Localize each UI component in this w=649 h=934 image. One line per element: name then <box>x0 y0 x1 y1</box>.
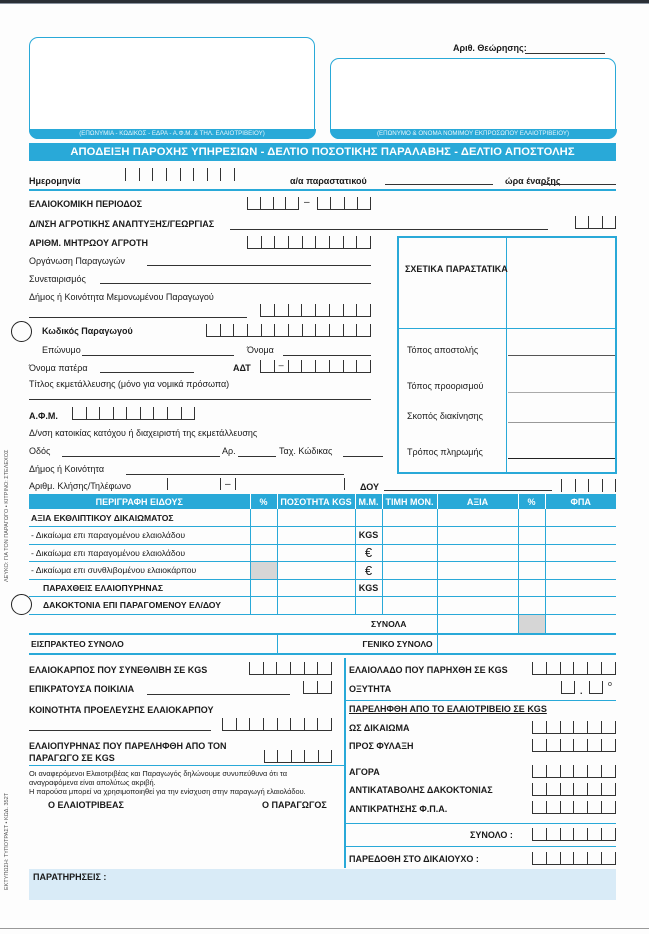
municipality-individual-field[interactable] <box>29 317 247 318</box>
row-description: - Δικαίωμα επι παραγομένου ελαιολάδου <box>29 527 250 545</box>
printer-side-note: ΕΚΤΥΠΩΣΗ: ΤΥΠΟΤΡΑΣΤ • ΚΩΔ. 352Τ <box>4 792 10 890</box>
period-end-field[interactable] <box>317 197 371 210</box>
payment-field[interactable] <box>508 458 615 459</box>
table-row <box>29 544 616 562</box>
row-description: - Δικαίωμα επι παραγομένου ελαιολάδου <box>29 544 250 562</box>
row-unit <box>355 597 382 615</box>
producer-code-label: Κωδικός Παραγωγού <box>42 326 133 336</box>
pomace-field[interactable] <box>264 750 332 763</box>
total-vat-cell[interactable] <box>545 614 616 634</box>
items-table <box>29 494 616 655</box>
row-description: ΔΑΚΟΚΤΟΝΙΑ ΕΠΙ ΠΑΡΑΓΟΜΕΝΟΥ ΕΛ/ΔΟΥ <box>29 597 250 615</box>
col-unit: Μ.Μ. <box>355 494 382 509</box>
row-description: - Δικαίωμα επι συνθλιβομένου ελαιοκάρπου <box>29 562 250 580</box>
col-unit-price: ΤΙΜΗ ΜΟΝ. <box>382 494 437 509</box>
vat-withholding-label: ΑΝΤΙΚΡΑΤΗΣΗΣ Φ.Π.Α. <box>349 804 448 814</box>
variety-label: ΕΠΙΚΡΑΤΟΥΣΑ ΠΟΙΚΙΛΙΑ <box>29 684 135 694</box>
id-card-field[interactable]: – <box>260 360 371 373</box>
cell[interactable] <box>382 527 437 545</box>
date-field[interactable] <box>125 168 235 181</box>
phone-area-code-field[interactable] <box>167 478 221 490</box>
street-label: Οδός <box>29 446 51 456</box>
for-storage-field[interactable] <box>532 739 616 752</box>
olives-crushed-label: ΕΛΑΙΟΚΑΡΠΟΣ ΠΟΥ ΣΥΝΕΘΛΙΒΗ ΣΕ KGS <box>29 665 208 675</box>
grand-total-row <box>29 634 616 654</box>
surname-field[interactable] <box>82 355 234 356</box>
euro-icon: € <box>355 544 382 562</box>
form-title: ΑΠΟΔΕΙΞΗ ΠΑΡΟΧΗΣ ΥΠΗΡΕΣΙΩΝ - ΔΕΛΤΙΟ ΠΟΣΟΤΙΚΗΣ ΠΑΡΑΛΑΒΗΣ - ΔΕΛΤΙΟ ΑΠΟΣΤΟΛΗΣ <box>29 143 616 161</box>
representative-box[interactable] <box>330 58 616 139</box>
grand-total-label: ΓΕΝΙΚΟ ΣΥΝΟΛΟ <box>277 634 437 654</box>
totals-label: ΣΥΝΟΛΑ <box>29 614 437 634</box>
id-card-label: ΑΔΤ <box>233 363 251 373</box>
visa-number-field[interactable] <box>525 53 605 54</box>
delivered-field[interactable] <box>532 852 616 865</box>
cell[interactable] <box>250 544 277 562</box>
municipality-label: Δήμος ή Κοινότητα <box>29 464 105 474</box>
delivered-label: ΠΑΡΕΔΟΘΗ ΣΤΟ ΔΙΚΑΙΟΥΧΟ : <box>349 854 479 864</box>
doc-number-label: α/α παραστατικού <box>290 176 367 186</box>
acidity-decimal-point: . <box>580 686 583 696</box>
producer-org-field[interactable] <box>147 265 371 266</box>
cell[interactable] <box>545 562 616 580</box>
oil-produced-field[interactable] <box>532 662 616 675</box>
row-description: ΠΑΡΑΧΘΕΙΣ ΕΛΑΙΟΠΥΡΗΝΑΣ <box>29 579 250 597</box>
tax-office-field[interactable] <box>384 490 552 491</box>
shaded-cell <box>250 562 277 580</box>
cell[interactable] <box>250 527 277 545</box>
destination-label: Τόπος προορισμού <box>407 381 484 391</box>
business-title-label: Τίτλος εκμετάλλευσης (μόνο για νομικά πρόσωπα) <box>29 379 230 389</box>
number-label: Αρ. <box>222 446 236 456</box>
cell[interactable] <box>382 562 437 580</box>
table-header-row <box>29 494 616 509</box>
pest-control-field[interactable] <box>532 783 616 796</box>
olives-crushed-field[interactable] <box>249 662 332 675</box>
pest-control-label: ΑΝΤΙΚΑΤΑΒΟΛΗΣ ΔΑΚΟΚΤΟΝΙΑΣ <box>349 785 493 795</box>
producer-org-label: Οργάνωση Παραγωγών <box>29 256 125 266</box>
cell[interactable] <box>437 562 518 580</box>
degree-symbol: ο <box>608 681 612 688</box>
cooperative-label: Συνεταιρισμός <box>29 274 86 284</box>
producer-signature-label: Ο ΠΑΡΑΓΩΓΟΣ <box>262 800 327 810</box>
producer-code-field[interactable] <box>206 324 371 337</box>
signature-area[interactable] <box>29 812 343 867</box>
table-row <box>29 527 616 545</box>
dispatch-place-label: Τόπος αποστολής <box>407 345 479 355</box>
copies-side-note: ΛΕΥΚΟ: ΓΙΑ ΤΟΝ ΠΑΡΑΓΩΓΟ • ΚΙΤΡΙΝΟ: ΣΤΕΛΕΧΟΣ <box>4 449 10 582</box>
agri-directorate-field[interactable] <box>230 229 548 230</box>
agri-directorate-code[interactable] <box>575 216 616 229</box>
purchase-label: ΑΓΟΡΑ <box>349 767 380 777</box>
tax-office-label: ΔΟΥ <box>360 482 379 492</box>
business-title-field[interactable] <box>29 399 371 400</box>
cell[interactable] <box>518 579 545 597</box>
period-start-field[interactable] <box>247 197 299 210</box>
father-name-label: Όνομα πατέρα <box>29 363 88 373</box>
purpose-field[interactable] <box>508 422 615 423</box>
cell[interactable] <box>250 597 277 615</box>
variety-code[interactable] <box>303 681 332 694</box>
cell[interactable] <box>382 597 437 615</box>
collectible-total-label: ΕΙΣΠΡΑΚΤΕΟ ΣΥΝΟΛΟ <box>29 634 277 654</box>
col-quantity: ΠΟΣΟΤΗΤΑ KGS <box>277 494 355 509</box>
col-value: ΑΞΙΑ <box>437 494 518 509</box>
postal-code-field[interactable] <box>343 456 383 457</box>
municipality-individual-code[interactable] <box>260 304 371 317</box>
row-unit: KGS <box>355 579 382 597</box>
phone-number-field[interactable] <box>235 478 345 490</box>
divider <box>344 823 616 824</box>
variety-field[interactable] <box>147 694 290 695</box>
cell[interactable] <box>382 579 437 597</box>
cell[interactable] <box>545 579 616 597</box>
total-label: ΣΥΝΟΛΟ : <box>470 830 513 840</box>
row-description: ΑΞΙΑ ΕΚΘΛΙΠΤΙΚΟΥ ΔΙΚΑΙΩΜΑΤΟΣ <box>29 509 250 527</box>
row-unit <box>355 509 382 527</box>
lower-divider <box>344 658 346 868</box>
cell[interactable] <box>545 509 616 527</box>
row-unit: KGS <box>355 527 382 545</box>
cell[interactable] <box>518 544 545 562</box>
punch-hole-circle <box>11 594 32 615</box>
table-row <box>29 579 616 597</box>
address-heading-label: Δ/νση κατοικίας κατόχου ή διαχειριστή της εκμετάλλευσης <box>29 428 258 438</box>
cell[interactable] <box>437 509 518 527</box>
totals-row <box>29 614 616 634</box>
cell[interactable] <box>545 597 616 615</box>
payment-label: Τρόπος πληρωμής <box>407 447 483 457</box>
dispatch-place-field[interactable] <box>508 355 615 356</box>
start-time-field[interactable] <box>543 184 616 185</box>
street-field[interactable] <box>62 456 220 457</box>
cell[interactable] <box>518 527 545 545</box>
divider <box>29 765 345 766</box>
vat-number-field[interactable] <box>72 407 195 420</box>
origin-field[interactable] <box>29 730 211 731</box>
phone-label: Αριθμ. Κλήσης/Τηλέφωνο <box>29 481 131 491</box>
cell[interactable] <box>518 562 545 580</box>
declaration-line-2: αναγραφόμενα είναι απολύτως ακριβή. <box>29 778 156 787</box>
grand-total-value[interactable] <box>437 634 616 654</box>
period-dash: – <box>304 197 310 208</box>
col-vat-percent: % <box>518 494 545 509</box>
cell[interactable] <box>518 509 545 527</box>
representative-caption: (ΕΠΩΝΥΜΟ & ΟΝΟΜΑ ΝΟΜΙΜΟΥ ΕΚΠΡΟΣΩΠΟΥ ΕΛΑΙΟΤΡΙΒΕΙΟΥ) <box>330 129 617 139</box>
farmer-registry-field[interactable] <box>247 236 371 249</box>
divider <box>344 700 616 701</box>
cell[interactable] <box>437 597 518 615</box>
cell[interactable] <box>250 579 277 597</box>
cell[interactable] <box>277 509 355 527</box>
declaration-line-1: Οι αναφερόμενοι Ελαιοτριβέας και Παραγωγός δηλώνουμε συνυπεύθυνα ότι τα <box>29 769 288 778</box>
mill-signature-label: Ο ΕΛΑΙΟΤΡΙΒΕΑΣ <box>48 800 124 810</box>
date-label: Ημερομηνία <box>29 176 81 186</box>
name-field[interactable] <box>283 355 371 356</box>
page-bottom-border <box>0 928 649 929</box>
vat-withholding-field[interactable] <box>532 801 616 814</box>
cell[interactable] <box>277 597 355 615</box>
cell[interactable] <box>382 509 437 527</box>
vat-number-label: Α.Φ.Μ. <box>29 411 58 421</box>
remarks-label: ΠΑΡΑΤΗΡΗΣΕΙΣ : <box>33 872 107 882</box>
cell[interactable] <box>382 544 437 562</box>
agri-directorate-label: Δ/ΝΣΗ ΑΓΡΟΤΙΚΗΣ ΑΝΑΠΤΥΞΗΣ/ΓΕΩΡΓΙΑΣ <box>29 219 215 229</box>
pomace-label-1: ΕΛΑΙΟΠΥΡΗΝΑΣ ΠΟΥ ΠΑΡΕΛΗΦΘΗ ΑΠΟ ΤΟΝ <box>29 741 227 751</box>
farmer-registry-label: ΑΡΙΘΜ. ΜΗΤΡΩΟΥ ΑΓΡΟΤΗ <box>29 238 149 248</box>
related-docs-label: ΣΧΕΤΙΚΑ ΠΑΡΑΣΤΑΤΙΚΑ <box>405 264 508 274</box>
municipality-individual-label: Δήμος ή Κοινότητα Μεμονωμένου Παραγωγού <box>29 292 214 302</box>
euro-icon: € <box>355 562 382 580</box>
received-heading: ΠΑΡΕΛΗΦΘΗ ΑΠΟ ΤΟ ΕΛΑΙΟΤΡΙΒΕΙΟ ΣΕ KGS <box>349 704 547 714</box>
name-label: Όνομα <box>247 345 274 355</box>
related-documents-panel <box>397 236 617 474</box>
cell[interactable] <box>277 527 355 545</box>
pomace-label-2: ΠΑΡΑΓΩΓΟ ΣΕ KGS <box>29 753 115 763</box>
origin-code[interactable] <box>222 718 332 731</box>
table-row <box>29 562 616 580</box>
cell[interactable] <box>437 527 518 545</box>
acidity-decimal-field[interactable] <box>589 681 603 694</box>
window-top-border <box>0 0 649 4</box>
acidity-label: ΟΞΥΤΗΤΑ <box>349 684 392 694</box>
origin-label: ΚΟΙΝΟΤΗΤΑ ΠΡΟΕΛΕΥΣΗΣ ΕΛΑΙΟΚΑΡΠΟΥ <box>29 705 214 715</box>
col-vat: ΦΠΑ <box>545 494 616 509</box>
oil-produced-label: ΕΛΑΙΟΛΑΔΟ ΠΟΥ ΠΑΡΗΧΘΗ ΣΕ KGS <box>349 665 508 675</box>
punch-hole-circle <box>11 321 32 342</box>
col-percent: % <box>250 494 277 509</box>
cell[interactable] <box>545 544 616 562</box>
shaded-cell <box>518 614 545 634</box>
divider <box>29 189 616 191</box>
postal-code-label: Ταχ. Κώδικας <box>279 446 333 456</box>
as-right-label: ΩΣ ΔΙΚΑΙΩΜΑ <box>349 723 410 733</box>
cell[interactable] <box>437 579 518 597</box>
father-name-field[interactable] <box>100 372 194 373</box>
remarks-field[interactable] <box>29 869 616 900</box>
mill-info-caption: (ΕΠΩΝΥΜΙΑ - ΚΩΔΙΚΟΣ - ΕΔΡΑ - Α.Φ.Μ. & ΤΗΛ. ΕΛΑΙΟΤΡΙΒΕΙΟΥ) <box>29 129 316 139</box>
cell[interactable] <box>518 597 545 615</box>
visa-number-label: Αριθ. Θεώρησης: <box>453 43 527 53</box>
purpose-label: Σκοπός διακίνησης <box>407 411 483 421</box>
doc-number-field[interactable] <box>385 184 493 185</box>
surname-label: Επώνυμο <box>42 345 81 355</box>
as-right-field[interactable] <box>532 721 616 734</box>
start-time-label: ώρα έναρξης <box>505 176 561 186</box>
cell[interactable] <box>437 544 518 562</box>
purchase-field[interactable] <box>532 765 616 778</box>
mill-info-box[interactable] <box>29 37 315 139</box>
municipality-field[interactable] <box>126 474 344 475</box>
table-row <box>29 509 616 527</box>
col-description: ΠΕΡΙΓΡΑΦΗ ΕΙΔΟΥΣ <box>29 494 250 509</box>
tax-office-code[interactable] <box>561 479 616 492</box>
declaration-line-3: Η παρούσα μπορεί να χρησιμοποιηθεί για την ενίσχυση στην παραγωγή ελαιολάδου. <box>29 787 306 796</box>
phone-dash: – <box>225 479 231 490</box>
cell[interactable] <box>277 544 355 562</box>
total-field[interactable] <box>532 828 616 841</box>
acidity-integer-field[interactable] <box>561 681 575 694</box>
cell[interactable] <box>277 579 355 597</box>
for-storage-label: ΠΡΟΣ ΦΥΛΑΞΗ <box>349 741 414 751</box>
cooperative-field[interactable] <box>100 283 371 284</box>
cell[interactable] <box>545 527 616 545</box>
divider <box>344 846 616 847</box>
number-field[interactable] <box>238 456 276 457</box>
table-row <box>29 597 616 615</box>
destination-field[interactable] <box>508 392 615 393</box>
cell[interactable] <box>277 562 355 580</box>
total-value-cell[interactable] <box>437 614 518 634</box>
cell[interactable] <box>250 509 277 527</box>
olive-period-label: ΕΛΑΙΟΚΟΜΙΚΗ ΠΕΡΙΟΔΟΣ <box>29 199 142 209</box>
